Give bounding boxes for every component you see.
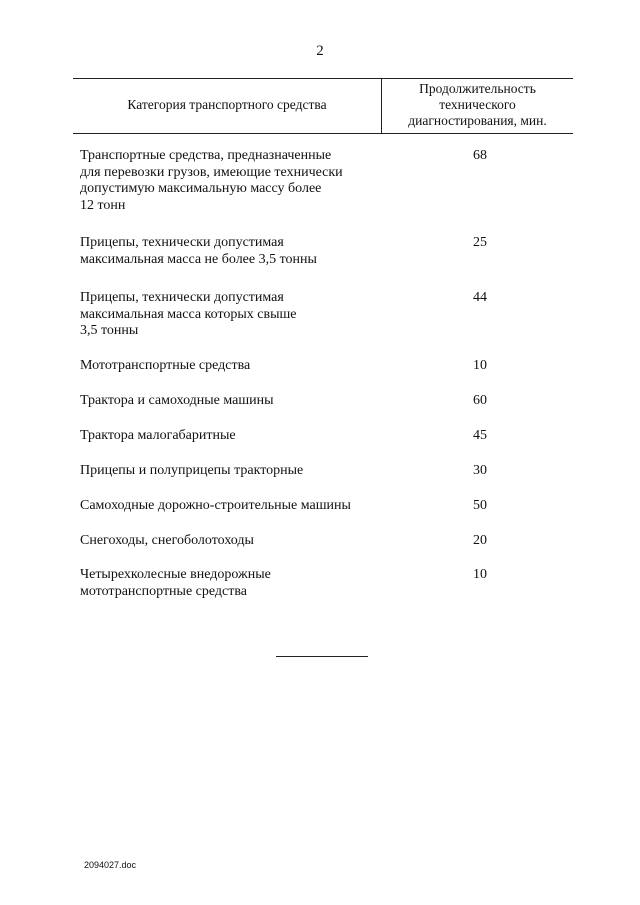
row-category — [80, 235, 380, 268]
file-name: 2094027.doc — [84, 860, 137, 870]
row-category — [80, 533, 380, 550]
header-duration-line: диагностирования, мин. — [408, 113, 547, 128]
row-category — [80, 393, 380, 410]
row-category — [80, 463, 380, 480]
diagnostics-table — [73, 78, 573, 134]
row-category-line: Мототранспортные средства — [80, 358, 251, 373]
row-category-line: Транспортные средства, предназначенные — [80, 148, 332, 163]
row-category-line: 12 тонн — [80, 197, 126, 213]
row-category — [80, 148, 380, 214]
end-divider — [276, 656, 368, 657]
row-duration-value: 10 — [473, 567, 487, 582]
row-category — [80, 428, 380, 445]
row-duration-value: 45 — [473, 428, 487, 443]
row-category-line: Трактора малогабаритные — [80, 428, 236, 443]
row-duration-value: 10 — [473, 358, 487, 373]
row-duration-value: 30 — [473, 463, 487, 478]
row-category — [80, 498, 380, 515]
header-duration-line: Продолжительность — [419, 81, 536, 96]
table-header — [73, 78, 573, 134]
row-category-line: Прицепы и полуприцепы тракторные — [80, 463, 304, 478]
row-category-line: допустимую максимальную массу более — [80, 181, 322, 196]
row-category — [80, 358, 380, 375]
row-category-line: максимальная масса которых свыше — [80, 306, 297, 322]
row-duration-value: 44 — [473, 290, 487, 305]
row-duration-value: 20 — [473, 533, 487, 548]
header-category: Категория транспортного средства — [127, 97, 327, 112]
row-category — [80, 567, 380, 600]
row-category — [80, 290, 380, 340]
row-category-line: Прицепы, технически допустимая — [80, 235, 284, 250]
header-duration — [382, 81, 573, 129]
row-category-line: мототранспортные средства — [80, 583, 248, 599]
row-category-line: Снегоходы, снегоболотоходы — [80, 533, 254, 548]
row-category-line: Трактора и самоходные машины — [80, 393, 274, 408]
header-duration-line: технического — [439, 97, 516, 112]
row-category-line: Прицепы, технически допустимая — [80, 290, 284, 305]
row-duration-value: 25 — [473, 235, 487, 250]
row-duration-value: 60 — [473, 393, 487, 408]
row-category-line: Четырехколесные внедорожные — [80, 567, 271, 582]
row-category-line: для перевозки грузов, имеющие технически — [80, 164, 343, 180]
row-category-line: Самоходные дорожно-строительные машины — [80, 498, 351, 513]
row-category-line: 3,5 тонны — [80, 323, 139, 338]
row-category-line: максимальная масса не более 3,5 тонны — [80, 251, 317, 267]
page-number: 2 — [316, 43, 324, 59]
row-duration-value: 50 — [473, 498, 487, 513]
row-duration-value: 68 — [473, 148, 487, 163]
